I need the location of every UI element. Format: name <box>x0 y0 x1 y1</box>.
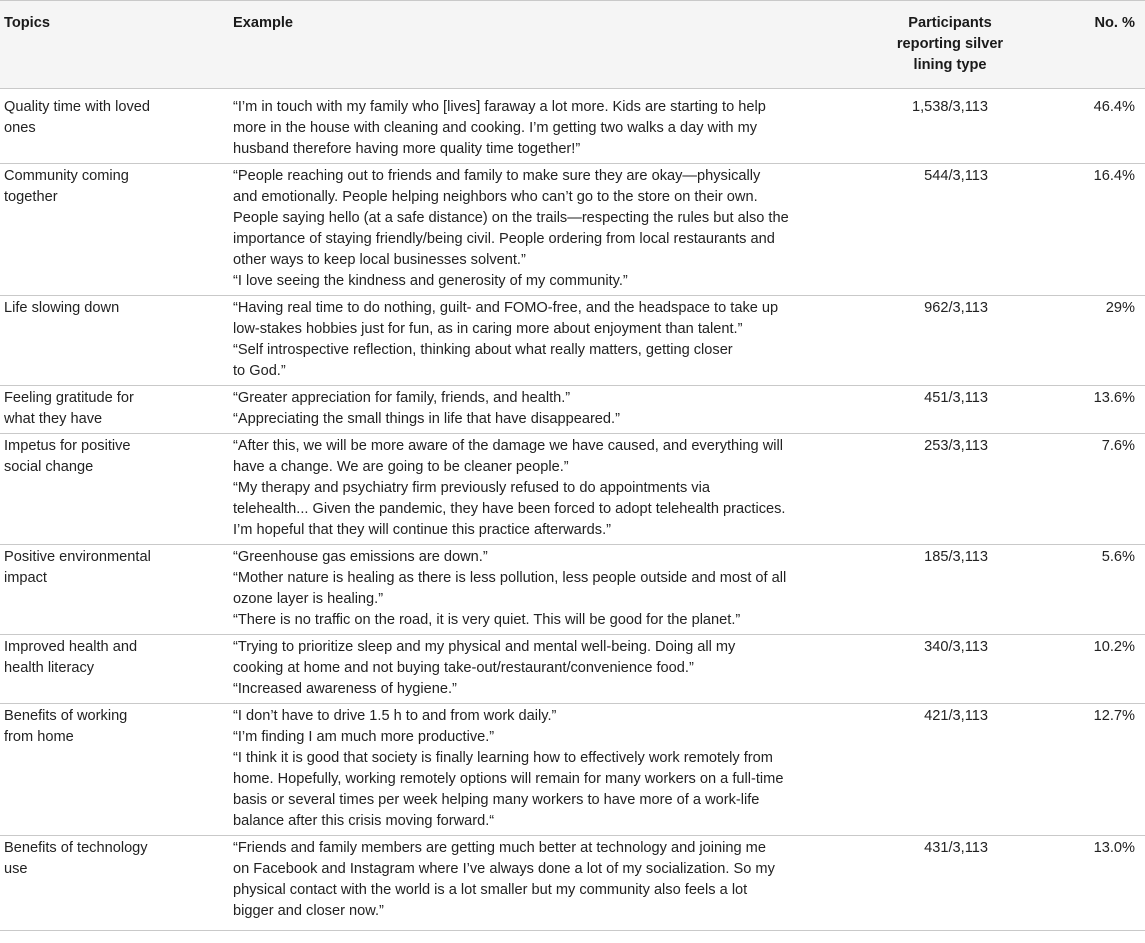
row-divider <box>0 385 1145 386</box>
example-line: to God.” <box>233 363 286 379</box>
participants-count: 962/3,113 <box>924 300 988 316</box>
example-cell <box>233 436 823 541</box>
example-line: other ways to keep local businesses solvent.” <box>233 252 526 268</box>
example-line: “I’m in touch with my family who [lives] faraway a lot more. Kids are starting to help <box>233 99 766 115</box>
example-line: importance of staying friendly/being civil. People ordering from local restaurants and <box>233 231 775 247</box>
example-cell <box>233 97 823 160</box>
topic-line: Positive environmental <box>4 549 151 565</box>
percentage-value: 12.7% <box>1093 708 1135 724</box>
example-line: “Greenhouse gas emissions are down.” <box>233 549 488 565</box>
example-line: more in the house with cleaning and cooking. I’m getting two walks a day with my <box>233 120 758 136</box>
table-row <box>0 436 1145 547</box>
example-line: husband therefore having more quality time together!” <box>233 141 581 157</box>
percentage-value: 7.6% <box>1101 438 1135 454</box>
example-line: “Mother nature is healing as there is less pollution, less people outside and most of all <box>233 570 787 586</box>
topic-cell <box>4 388 194 430</box>
topic-cell <box>4 298 194 319</box>
percentage-value: 13.6% <box>1093 390 1135 406</box>
topic-line: health literacy <box>4 660 95 676</box>
header-participants-line: reporting silver <box>896 36 1004 52</box>
topic-cell <box>4 838 194 880</box>
header-participants <box>880 13 1020 76</box>
example-cell <box>233 838 823 922</box>
topic-line: Quality time with loved <box>4 99 150 115</box>
example-line: on Facebook and Instagram where I’ve always done a lot of my socialization. So my <box>233 861 775 877</box>
table-row <box>0 388 1145 436</box>
example-line: “Appreciating the small things in life that have disappeared.” <box>233 411 620 427</box>
row-divider <box>0 544 1145 545</box>
example-line: “Increased awareness of hygiene.” <box>233 681 457 697</box>
topic-line: Impetus for positive <box>4 438 131 454</box>
example-cell <box>233 388 823 430</box>
table-row <box>0 166 1145 298</box>
example-cell <box>233 637 823 700</box>
topic-line: Benefits of technology <box>4 840 148 856</box>
participants-count: 1,538/3,113 <box>911 99 988 115</box>
example-line: “Trying to prioritize sleep and my physical and mental well-being. Doing all my <box>233 639 736 655</box>
header-topics: Topics <box>4 15 50 31</box>
table-row <box>0 547 1145 637</box>
topic-cell <box>4 706 194 748</box>
example-line: I’m hopeful that they will continue this practice afterwards.” <box>233 522 611 538</box>
example-line: bigger and closer now.” <box>233 903 384 919</box>
topic-line: social change <box>4 459 94 475</box>
header-participants-line: Participants <box>908 15 992 31</box>
topic-line: Improved health and <box>4 639 138 655</box>
row-divider <box>0 703 1145 704</box>
example-cell <box>233 298 823 382</box>
example-cell <box>233 166 823 292</box>
topic-line: ones <box>4 120 36 136</box>
table-header <box>0 0 1145 88</box>
topic-cell <box>4 166 194 208</box>
topic-line: Life slowing down <box>4 300 120 316</box>
example-line: “There is no traffic on the road, it is very quiet. This will be good for the planet.” <box>233 612 741 628</box>
example-line: and emotionally. People helping neighbors who can’t go to the store on their own. <box>233 189 758 205</box>
percentage-value: 5.6% <box>1101 549 1135 565</box>
example-line: ozone layer is healing.” <box>233 591 384 607</box>
topic-line: impact <box>4 570 47 586</box>
table-row <box>0 637 1145 706</box>
participants-count: 544/3,113 <box>924 168 988 184</box>
topic-line: together <box>4 189 58 205</box>
example-cell <box>233 547 823 631</box>
topic-line: Feeling gratitude for <box>4 390 134 406</box>
example-line: “Self introspective reflection, thinking about what really matters, getting closer <box>233 342 733 358</box>
header-participants-line: lining type <box>913 57 987 73</box>
example-line: “After this, we will be more aware of the damage we have caused, and everything will <box>233 438 783 454</box>
example-line: basis or several times per week helping many workers to have more of a work-life <box>233 792 760 808</box>
example-line: cooking at home and not buying take-out/restaurant/convenience food.” <box>233 660 694 676</box>
example-line: “I don’t have to drive 1.5 h to and from work daily.” <box>233 708 557 724</box>
percentage-value: 13.0% <box>1093 840 1135 856</box>
example-line: “I think it is good that society is finally learning how to effectively work remotely from <box>233 750 773 766</box>
example-line: People saying hello (at a safe distance) on the trails—respecting the rules but also the <box>233 210 789 226</box>
example-line: physical contact with the world is a lot smaller but my community also feels a lot <box>233 882 748 898</box>
table-row <box>0 706 1145 838</box>
table-row <box>0 97 1145 166</box>
example-line: have a change. We are going to be cleaner people.” <box>233 459 569 475</box>
top-rule <box>0 0 1145 1</box>
percentage-value: 10.2% <box>1093 639 1135 655</box>
topic-line: what they have <box>4 411 103 427</box>
percentage-value: 16.4% <box>1093 168 1135 184</box>
header-example: Example <box>233 15 294 31</box>
topic-cell <box>4 547 194 589</box>
example-line: “People reaching out to friends and family to make sure they are okay—physically <box>233 168 761 184</box>
example-line: “Greater appreciation for family, friends, and health.” <box>233 390 571 406</box>
participants-count: 340/3,113 <box>924 639 988 655</box>
participants-count: 421/3,113 <box>924 708 988 724</box>
topic-cell <box>4 436 194 478</box>
table-row <box>0 838 1145 928</box>
row-divider <box>0 163 1145 164</box>
example-line: telehealth... Given the pandemic, they have been forced to adopt telehealth practices. <box>233 501 786 517</box>
participants-count: 431/3,113 <box>924 840 988 856</box>
topic-line: from home <box>4 729 74 745</box>
topic-line: Benefits of working <box>4 708 128 724</box>
topic-line: use <box>4 861 28 877</box>
percentage-value: 46.4% <box>1093 99 1135 115</box>
example-line: home. Hopefully, working remotely options will remain for many workers on a full-time <box>233 771 784 787</box>
row-divider <box>0 295 1145 296</box>
topic-line: Community coming <box>4 168 129 184</box>
example-cell <box>233 706 823 832</box>
example-line: low-stakes hobbies just for fun, as in caring more about enjoyment than talent.” <box>233 321 743 337</box>
participants-count: 185/3,113 <box>924 549 988 565</box>
example-line: “I love seeing the kindness and generosity of my community.” <box>233 273 628 289</box>
percentage-value: 29% <box>1105 300 1135 316</box>
topic-cell <box>4 637 194 679</box>
row-divider <box>0 634 1145 635</box>
participants-count: 451/3,113 <box>924 390 988 406</box>
example-line: “Having real time to do nothing, guilt- and FOMO-free, and the headspace to take up <box>233 300 779 316</box>
example-line: “Friends and family members are getting much better at technology and joining me <box>233 840 766 856</box>
table-row <box>0 298 1145 388</box>
example-line: balance after this crisis moving forward.“ <box>233 813 495 829</box>
topic-cell <box>4 97 194 139</box>
header-rule <box>0 88 1145 89</box>
example-line: “I’m finding I am much more productive.” <box>233 729 495 745</box>
row-divider <box>0 835 1145 836</box>
row-divider <box>0 433 1145 434</box>
example-line: “My therapy and psychiatry firm previously refused to do appointments via <box>233 480 710 496</box>
participants-count: 253/3,113 <box>924 438 988 454</box>
header-pct: No. % <box>1094 15 1135 31</box>
bottom-rule <box>0 930 1145 931</box>
